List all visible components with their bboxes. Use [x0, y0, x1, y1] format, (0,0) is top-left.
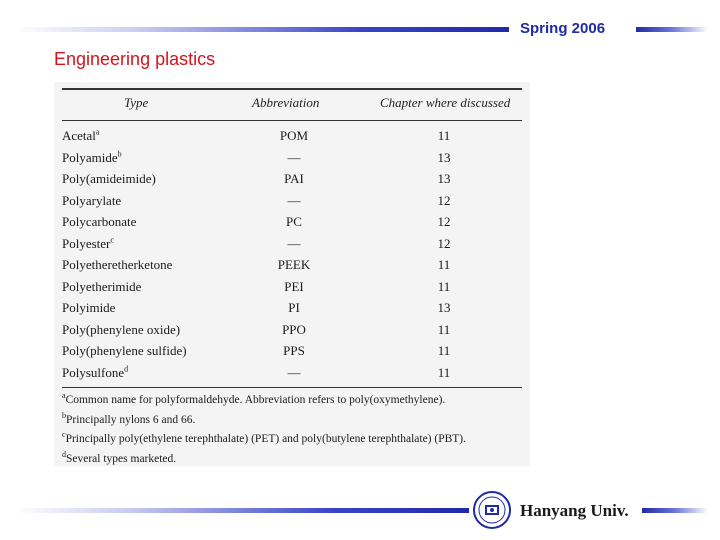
- table-row: [54, 214, 530, 235]
- cell-abbreviation: PPO: [282, 321, 306, 337]
- cell-type-text: Polyarylate: [62, 192, 122, 208]
- footnote: [62, 410, 196, 426]
- cell-chapter: 11: [437, 343, 451, 358]
- cell-abbreviation: PEEK: [277, 257, 311, 272]
- footnote-marker: a: [95, 127, 100, 137]
- footnote-text: Principally poly(ethylene terephthalate) (PET) and poly(butylene terephthalate) (PBT).: [65, 433, 467, 445]
- table-row: [54, 193, 530, 214]
- header-bar-right: [636, 27, 708, 32]
- footnote: [62, 391, 446, 406]
- column-header-abbreviation: Abbreviation: [252, 95, 320, 110]
- cell-type-text: Poly(amideimide): [62, 171, 156, 186]
- cell-type: [62, 171, 156, 187]
- cell-chapter: 13: [437, 171, 451, 186]
- table-row: [54, 128, 530, 149]
- footnote-marker: d: [124, 364, 129, 374]
- cell-type: [62, 257, 172, 273]
- cell-chapter: 11: [437, 278, 451, 294]
- cell-type: [62, 128, 99, 144]
- slide-title: Engineering plastics: [54, 49, 216, 69]
- cell-type-text: Polyimide: [62, 300, 116, 315]
- cell-abbreviation: POM: [279, 128, 309, 143]
- cell-chapter: 11: [437, 128, 451, 143]
- cell-chapter: 12: [437, 235, 451, 251]
- column-header-chapter: Chapter where discussed: [380, 95, 511, 110]
- footnote-marker: c: [110, 235, 114, 245]
- cell-abbreviation: PC: [286, 214, 302, 229]
- cell-chapter: 12: [437, 192, 451, 208]
- footnote-mark: b: [62, 410, 66, 420]
- table-row: [54, 236, 530, 257]
- table-row: [54, 150, 530, 171]
- cell-abbreviation: PEI: [284, 278, 304, 294]
- table-row: [54, 343, 530, 364]
- cell-type-text: Polycarbonate: [62, 214, 137, 229]
- footnote-mark: a: [62, 391, 66, 401]
- footnote-text: Common name for polyformaldehyde. Abbreviation refers to poly(oxymethylene).: [65, 394, 446, 406]
- cell-chapter: 11: [437, 257, 451, 272]
- table-row: [54, 171, 530, 192]
- footer-label: Hanyang Univ.: [520, 501, 629, 520]
- table-row: [54, 365, 530, 386]
- cell-type: [62, 193, 121, 209]
- table-row: [54, 300, 530, 321]
- footer-bar-right: [642, 508, 708, 513]
- footnote: [62, 449, 177, 465]
- cell-type: [62, 300, 115, 316]
- table-row: [54, 257, 530, 278]
- table-top-rule: [62, 88, 522, 90]
- table-header-rule: [62, 120, 522, 121]
- cell-abbreviation: —: [287, 149, 301, 165]
- table-row: [54, 279, 530, 300]
- cell-type-text: Polyetherimide: [62, 278, 142, 294]
- cell-type: [62, 150, 122, 166]
- column-header-type: Type: [124, 95, 149, 110]
- cell-abbreviation: PI: [288, 300, 300, 315]
- cell-type: [62, 279, 141, 295]
- cell-chapter: 12: [437, 214, 451, 229]
- cell-abbreviation: PPS: [283, 343, 305, 358]
- cell-abbreviation: PAI: [284, 171, 304, 186]
- header-bar-left: [14, 27, 509, 32]
- cell-type: [62, 322, 180, 338]
- footnote: [62, 430, 467, 445]
- university-seal-icon: [472, 490, 512, 530]
- cell-type-text: Acetal: [62, 128, 96, 143]
- footnote-text: Several types marketed.: [66, 452, 177, 465]
- cell-type-text: Polyetheretherketone: [62, 257, 173, 272]
- cell-abbreviation: —: [287, 192, 301, 208]
- cell-type-text: Polysulfone: [62, 364, 125, 380]
- footnote-text: Principally nylons 6 and 66.: [66, 413, 196, 426]
- cell-type: [62, 236, 114, 252]
- footnote-mark: d: [62, 449, 66, 459]
- footer-bar-left: [14, 508, 469, 513]
- footnote-marker: b: [117, 149, 122, 159]
- cell-chapter: 11: [437, 364, 451, 380]
- cell-abbreviation: —: [287, 235, 301, 251]
- cell-type: [62, 365, 128, 381]
- table-bottom-rule: [62, 387, 522, 388]
- cell-type-text: Polyester: [62, 235, 111, 251]
- footnote-mark: c: [62, 430, 66, 440]
- cell-type-text: Poly(phenylene oxide): [62, 321, 181, 337]
- cell-chapter: 13: [437, 300, 451, 315]
- header-label: Spring 2006: [520, 20, 606, 37]
- table-panel: [54, 82, 530, 466]
- cell-type-text: Poly(phenylene sulfide): [62, 343, 187, 358]
- cell-abbreviation: —: [287, 364, 301, 380]
- cell-type-text: Polyamide: [62, 149, 118, 165]
- table-row: [54, 322, 530, 343]
- cell-type: [62, 214, 136, 230]
- cell-chapter: 13: [437, 149, 451, 165]
- cell-chapter: 11: [437, 321, 451, 337]
- cell-type: [62, 343, 187, 359]
